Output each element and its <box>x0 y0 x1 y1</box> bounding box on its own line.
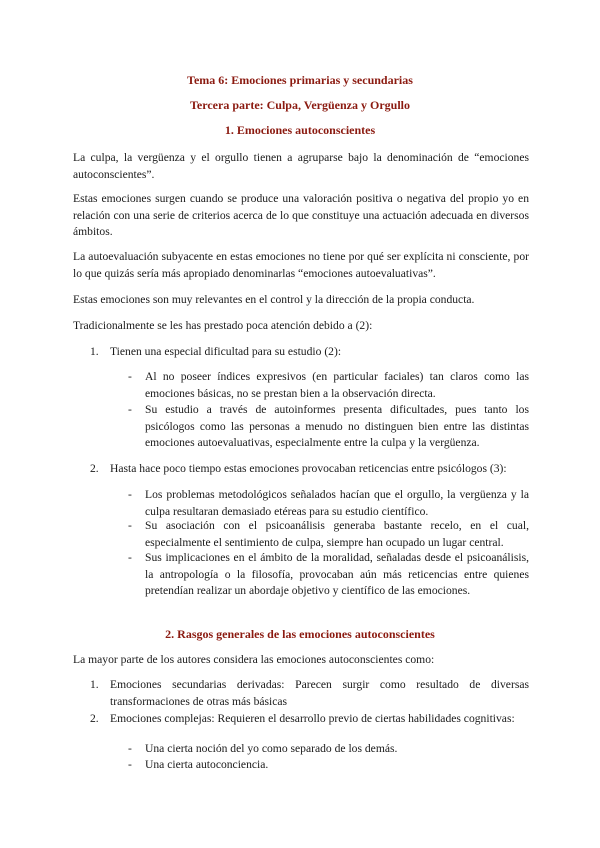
section-2-intro: La mayor parte de los autores considera las emociones autoconscientes como: <box>73 653 435 666</box>
bullet-text: Una cierta autoconciencia. <box>145 758 269 771</box>
bullet-text: Los problemas metodológicos señalados hacían que el orgullo, la vergüenza y la culpa resultaran demasiado etéreas para su estudio científico. <box>145 488 529 518</box>
bullet-dash: - <box>128 758 132 771</box>
list-item-text: Tienen una especial dificultad para su estudio (2): <box>110 345 342 358</box>
bullet-text: Sus implicaciones en el ámbito de la moralidad, señaladas desde el psicoanálisis, la antropología o la filosofía, provocaban aún más reticencias entre quienes pretendían realizar un abordaje objetivo y científico de las emociones. <box>145 551 529 597</box>
list-item-text: Emociones complejas: Requieren el desarrollo previo de ciertas habilidades cognitivas: <box>110 712 515 725</box>
bullet-text: Una cierta noción del yo como separado de los demás. <box>145 742 398 755</box>
document-title: Tema 6: Emociones primarias y secundarias <box>187 73 413 87</box>
list-number: 1. <box>90 345 99 358</box>
bullet-dash: - <box>128 551 132 564</box>
list-item-text: Emociones secundarias derivadas: Parecen surgir como resultado de diversas transformaciones de otras más básicas <box>110 678 529 708</box>
document-subtitle: Tercera parte: Culpa, Vergüenza y Orgullo <box>190 98 410 112</box>
section-1-heading: 1. Emociones autoconscientes <box>224 123 376 137</box>
bullet-dash: - <box>128 742 132 755</box>
bullet-dash: - <box>128 403 132 416</box>
list-number: 2. <box>90 712 99 725</box>
bullet-text: Su estudio a través de autoinformes presenta dificultades, pues tanto los psicólogos como las personas a menudo no distinguen bien entre las distintas emociones autoevaluativas, especialmente entre la culpa y la vergüenza. <box>145 403 529 449</box>
paragraph-3: La autoevaluación subyacente en estas emociones no tiene por qué ser explícita ni consciente, por lo que quizás sería más apropiado denominarlas “emociones autoevaluativas”. <box>73 250 529 280</box>
paragraph-1: La culpa, la vergüenza y el orgullo tienen a agruparse bajo la denominación de “emociones autoconscientes”. <box>73 151 529 181</box>
list-number: 2. <box>90 462 99 475</box>
list-number: 1. <box>90 678 99 691</box>
section-2-heading: 2. Rasgos generales de las emociones autoconscientes <box>165 627 435 641</box>
paragraph-4: Estas emociones son muy relevantes en el control y la dirección de la propia conducta. <box>73 293 475 306</box>
paragraph-2: Estas emociones surgen cuando se produce una valoración positiva o negativa del propio yo en relación con una serie de criterios acerca de lo que constituye una actuación adecuada en diversos ámbitos. <box>73 192 529 238</box>
bullet-text: Al no poseer índices expresivos (en particular faciales) tan claros como las emociones básicas, no se prestan bien a la observación directa. <box>145 370 529 400</box>
bullet-dash: - <box>128 370 132 383</box>
list-item-text: Hasta hace poco tiempo estas emociones provocaban reticencias entre psicólogos (3): <box>110 462 507 475</box>
bullet-dash: - <box>128 488 132 501</box>
paragraph-5: Tradicionalmente se les has prestado poca atención debido a (2): <box>73 319 373 332</box>
bullet-dash: - <box>128 519 132 532</box>
bullet-text: Su asociación con el psicoanálisis generaba bastante recelo, en el cual, especialmente el sentimiento de culpa, siempre han ocupado un lugar central. <box>145 519 529 549</box>
